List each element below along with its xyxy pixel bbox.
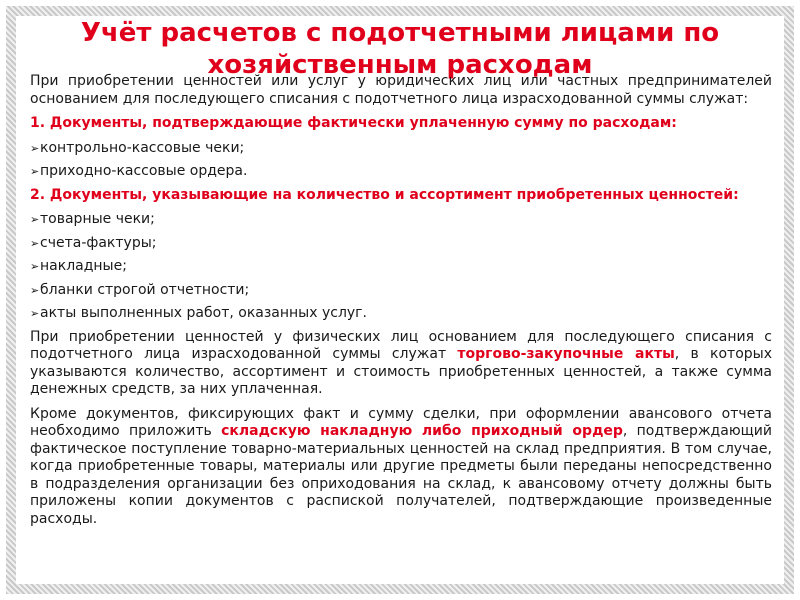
- paragraph-text: , в которых указываются количество, ассортимент и стоимость приобретенных ценностей, а также сумма денежных средств, за них уплаченная.: [30, 346, 772, 397]
- highlighted-term: складскую накладную либо приходный ордер: [221, 423, 623, 439]
- individuals-paragraph: [30, 329, 772, 399]
- list-item: [30, 211, 772, 229]
- list-item: [30, 282, 772, 300]
- list-item-text: приходно-кассовые ордера.: [40, 163, 248, 179]
- list-item-text: контрольно-кассовые чеки;: [40, 139, 245, 156]
- list-item: [30, 163, 772, 181]
- section1-heading: 1. Документы, подтверждающие фактически уплаченную сумму по расходам:: [30, 115, 677, 131]
- section2-heading: 2. Документы, указывающие на количество и ассортимент приобретенных ценностей:: [30, 186, 739, 203]
- list-item: [30, 140, 772, 158]
- paragraph-text: При приобретении ценностей у физических лиц основанием для последующего списания с подотчетного лица израсходованной суммы служат: [30, 328, 772, 362]
- intro-paragraph: При приобретении ценностей или услуг у юридических лиц или частных предпринимателей основанием для последующего списания с подотчетного лица израсходованной суммы служат:: [30, 73, 772, 107]
- list-item-text: бланки строгой отчетности;: [40, 281, 250, 298]
- list-item-text: накладные;: [40, 258, 127, 274]
- arrow-bullet-icon: ➢: [30, 141, 40, 155]
- list-item-text: товарные чеки;: [40, 211, 155, 227]
- additional-documents-paragraph: [30, 406, 772, 529]
- list-item-text: счета-фактуры;: [40, 234, 157, 251]
- highlighted-term: торгово-закупочные акты: [457, 346, 675, 362]
- arrow-bullet-icon: ➢: [30, 213, 40, 226]
- slide-title: Учёт расчетов с подотчетными лицами по хозяйственным расходам: [80, 18, 720, 80]
- list-item: [30, 235, 772, 253]
- arrow-bullet-icon: ➢: [30, 260, 40, 273]
- slide-content: [30, 73, 772, 535]
- arrow-bullet-icon: ➢: [30, 165, 40, 178]
- arrow-bullet-icon: ➢: [30, 283, 40, 297]
- list-item: [30, 305, 772, 323]
- list-item-text: акты выполненных работ, оказанных услуг.: [40, 305, 367, 321]
- paragraph-text: , подтверждающий фактическое поступление товарно-материальных ценностей на склад предприятия. В том случае, когда приобретенные товары, материалы или другие предметы были переданы непосредственно в подразделения организации без оприходования на склад, к авансовому отчету должны быть приложены копии документов с распиской получателей, подтверждающие произведенные расходы.: [30, 423, 772, 527]
- list-item: [30, 258, 772, 276]
- paragraph-text: Кроме документов, фиксирующих факт и сумму сделки, при оформлении авансового отчета необходимо приложить: [30, 405, 772, 439]
- arrow-bullet-icon: ➢: [30, 307, 40, 320]
- arrow-bullet-icon: ➢: [30, 236, 40, 250]
